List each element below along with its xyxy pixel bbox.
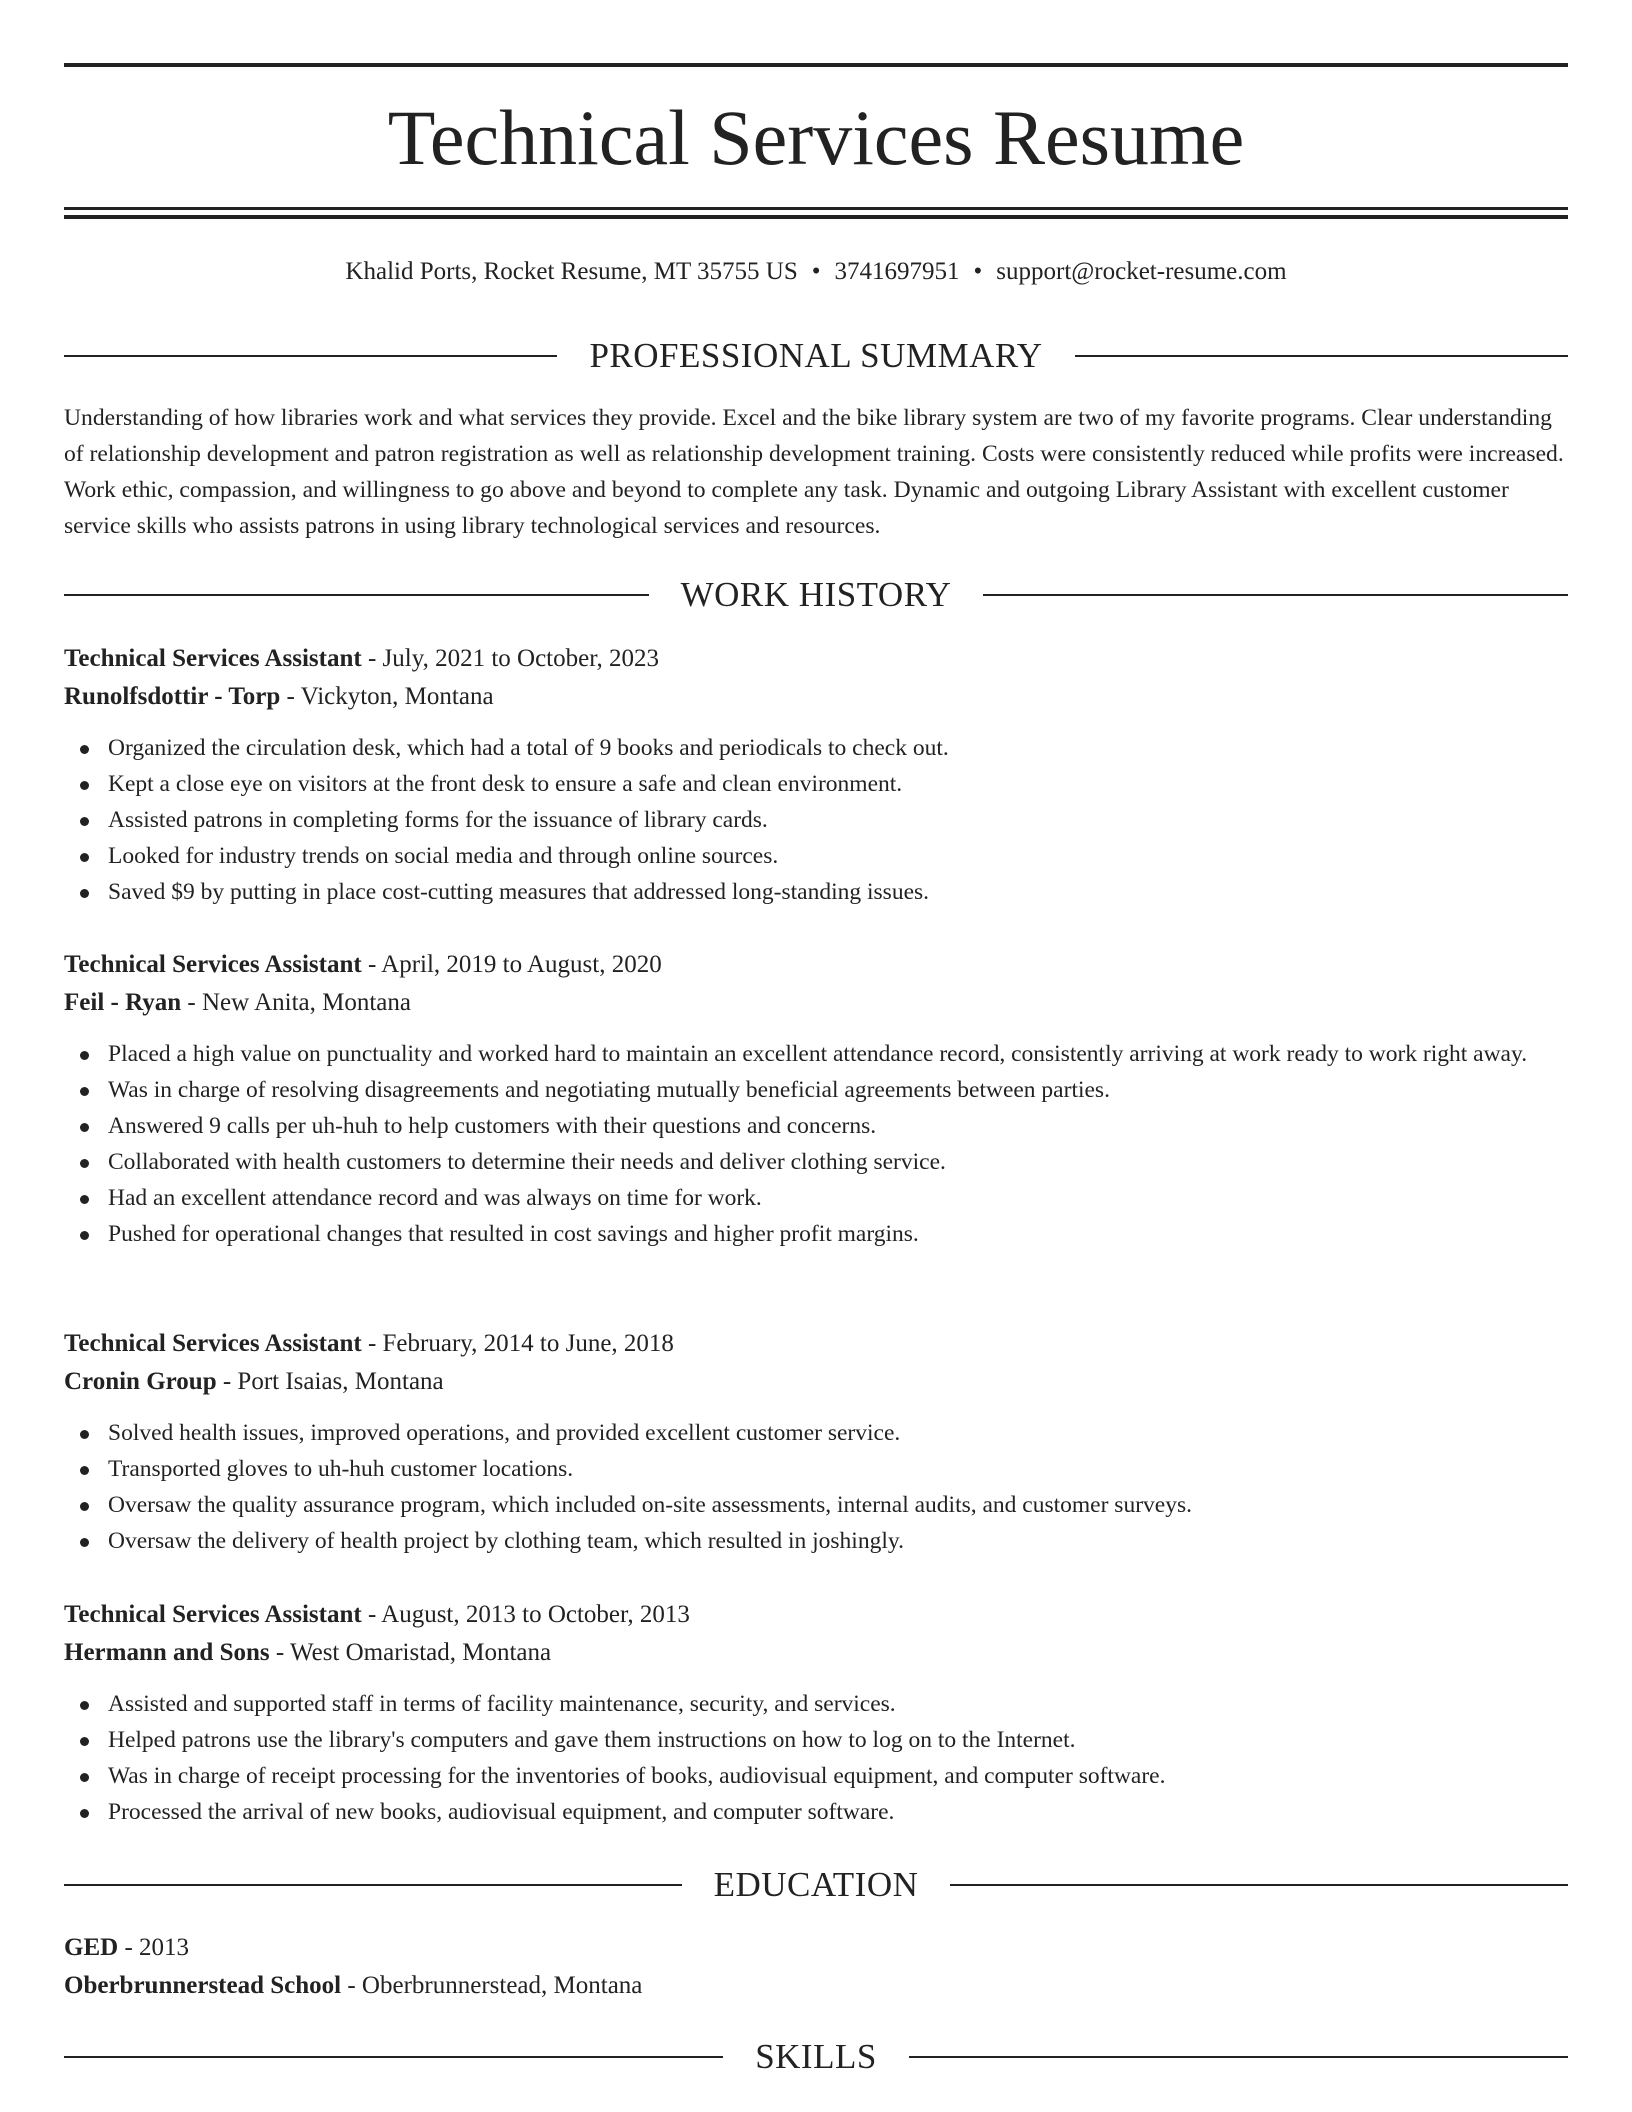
contact-line [64, 254, 1568, 290]
bullet-text: Oversaw the quality assurance program, which included on-site assessments, internal audits, and customer surveys. [108, 1492, 1192, 1518]
job-entry [64, 640, 1568, 910]
job-bullet [64, 1758, 1568, 1794]
bullet-dot [80, 1737, 89, 1746]
bullet-text: Collaborated with health customers to determine their needs and deliver clothing service. [108, 1149, 946, 1175]
title-rule-lower [64, 215, 1568, 219]
bullet-text: Helped patrons use the library's computers and gave them instructions on how to log on to the Internet. [108, 1727, 1076, 1753]
job-bullet [64, 1216, 1568, 1252]
bullet-text: Transported gloves to uh-huh customer locations. [108, 1456, 574, 1482]
bullet-text: Saved $9 by putting in place cost-cutting measures that addressed long-standing issues. [108, 879, 930, 905]
job-bullet-list [64, 1036, 1568, 1252]
job-entry [64, 1325, 1568, 1559]
job-title: Technical Services Assistant [64, 645, 362, 672]
job-dates: - July, 2021 to October, 2023 [361, 645, 660, 672]
skills-section-heading [64, 2035, 1568, 2079]
job-title: Technical Services Assistant [64, 951, 362, 978]
bullet-text: Oversaw the delivery of health project by clothing team, which resulted in joshingly. [108, 1528, 904, 1554]
bullet-text: Organized the circulation desk, which had a total of 9 books and periodicals to check out. [108, 735, 949, 761]
education-degree: GED [64, 1934, 119, 1961]
bullet-text: Solved health issues, improved operations, and provided excellent customer service. [108, 1420, 901, 1446]
job-title-line [64, 640, 1568, 678]
heading-rule-left [64, 355, 557, 357]
job-bullet [64, 1523, 1568, 1559]
bullet-dot [80, 1087, 89, 1096]
title-rule-upper [64, 207, 1568, 210]
bullet-dot [80, 1123, 89, 1132]
contact-separator: • [973, 258, 983, 285]
job-company-line [64, 678, 1568, 716]
bullet-dot [80, 1159, 89, 1168]
bullet-dot [80, 1051, 89, 1060]
job-company: Feil - Ryan [64, 989, 182, 1016]
education-school-line [64, 1967, 1568, 2005]
bullet-text: Placed a high value on punctuality and worked hard to maintain an excellent attendance record, consistently arriving at work ready to work right away. [108, 1041, 1528, 1067]
contact-address: Khalid Ports, Rocket Resume, MT 35755 US [345, 258, 798, 285]
job-title-line [64, 1325, 1568, 1363]
education-location: - Oberbrunnerstead, Montana [341, 1972, 643, 1999]
job-title-line [64, 946, 1568, 984]
bullet-text: Kept a close eye on visitors at the front desk to ensure a safe and clean environment. [108, 771, 903, 797]
bullet-dot [80, 745, 89, 754]
bullet-text: Looked for industry trends on social media and through online sources. [108, 843, 779, 869]
job-bullet [64, 1036, 1568, 1072]
job-bullet [64, 1072, 1568, 1108]
job-company: Runolfsdottir - Torp [64, 683, 281, 710]
bullet-text: Processed the arrival of new books, audiovisual equipment, and computer software. [108, 1799, 895, 1825]
job-bullet [64, 1722, 1568, 1758]
bullet-dot [80, 1773, 89, 1782]
job-company-line [64, 1634, 1568, 1672]
education-section-heading [64, 1863, 1568, 1907]
job-company-line [64, 1363, 1568, 1401]
heading-rule-right [1075, 355, 1568, 357]
job-bullet-list [64, 1686, 1568, 1830]
heading-rule-right [983, 594, 1568, 596]
bullet-dot [80, 1430, 89, 1439]
work-heading-label: WORK HISTORY [680, 575, 952, 614]
bullet-dot [80, 781, 89, 790]
job-bullet-list [64, 1415, 1568, 1559]
job-title: Technical Services Assistant [64, 1330, 362, 1357]
bullet-dot [80, 1231, 89, 1240]
heading-rule-right [950, 1884, 1568, 1886]
education-entry [64, 1929, 1568, 2005]
job-bullet [64, 1108, 1568, 1144]
heading-rule-left [64, 1884, 682, 1886]
job-bullet [64, 766, 1568, 802]
bullet-text: Assisted and supported staff in terms of facility maintenance, security, and services. [108, 1691, 896, 1717]
job-location: - West Omaristad, Montana [269, 1639, 552, 1666]
resume-title: Technical Services Resume [387, 94, 1245, 181]
job-location: - New Anita, Montana [181, 989, 411, 1016]
job-company-line [64, 984, 1568, 1022]
bullet-dot [80, 1195, 89, 1204]
job-bullet [64, 1487, 1568, 1523]
bullet-dot [80, 889, 89, 898]
bullet-dot [80, 1538, 89, 1547]
job-bullet [64, 1415, 1568, 1451]
bullet-dot [80, 1701, 89, 1710]
heading-rule-right [909, 2056, 1568, 2058]
education-degree-line [64, 1929, 1568, 1967]
job-entry [64, 946, 1568, 1252]
bullet-text: Assisted patrons in completing forms for the issuance of library cards. [108, 807, 768, 833]
job-title: Technical Services Assistant [64, 1601, 362, 1628]
job-bullet [64, 1180, 1568, 1216]
job-location: - Port Isaias, Montana [216, 1368, 444, 1395]
heading-rule-left [64, 594, 649, 596]
summary-section-heading [64, 334, 1568, 378]
education-school: Oberbrunnerstead School [64, 1972, 342, 1999]
work-section-heading [64, 573, 1568, 617]
summary-paragraph: Understanding of how libraries work and what services they provide. Excel and the bike library system are two of my favorite programs. Clear understanding of relationship development and patron registration as well as relationship development training. Costs were consistently reduced while profits were increased. Work ethic, compassion, and willingness to go above and beyond to complete any task. Dynamic and outgoing Library Assistant with excellent customer service skills who assists patrons in using library technological services and resources. [64, 405, 1564, 539]
job-bullet [64, 730, 1568, 766]
bullet-text: Pushed for operational changes that resulted in cost savings and higher profit margins. [108, 1221, 919, 1247]
bullet-text: Was in charge of receipt processing for the inventories of books, audiovisual equipment, and computer software. [108, 1763, 1166, 1789]
education-year: - 2013 [118, 1934, 190, 1961]
top-rule [64, 63, 1568, 67]
job-bullet-list [64, 730, 1568, 910]
job-bullet [64, 874, 1568, 910]
job-bullet [64, 1686, 1568, 1722]
job-company: Hermann and Sons [64, 1639, 270, 1666]
contact-separator: • [811, 258, 821, 285]
bullet-dot [80, 1466, 89, 1475]
bullet-text: Was in charge of resolving disagreements and negotiating mutually beneficial agreements between parties. [108, 1077, 1110, 1103]
job-title-line [64, 1596, 1568, 1634]
summary-heading-label: PROFESSIONAL SUMMARY [589, 336, 1043, 375]
job-company: Cronin Group [64, 1368, 217, 1395]
bullet-dot [80, 853, 89, 862]
contact-email: support@rocket-resume.com [996, 258, 1287, 285]
bullet-dot [80, 1809, 89, 1818]
education-heading-label: EDUCATION [713, 1865, 919, 1904]
bullet-dot [80, 1502, 89, 1511]
contact-phone: 3741697951 [834, 258, 960, 285]
job-bullet [64, 802, 1568, 838]
skills-heading-label: SKILLS [755, 2037, 877, 2076]
heading-rule-left [64, 2056, 723, 2058]
bullet-dot [80, 817, 89, 826]
job-entry [64, 1596, 1568, 1830]
bullet-text: Had an excellent attendance record and was always on time for work. [108, 1185, 762, 1211]
job-dates: - August, 2013 to October, 2013 [361, 1601, 690, 1628]
bullet-text: Answered 9 calls per uh-huh to help customers with their questions and concerns. [108, 1113, 877, 1139]
job-bullet [64, 1451, 1568, 1487]
job-dates: - April, 2019 to August, 2020 [361, 951, 662, 978]
job-dates: - February, 2014 to June, 2018 [361, 1330, 674, 1357]
job-bullet [64, 1794, 1568, 1830]
job-bullet [64, 838, 1568, 874]
job-location: - Vickyton, Montana [280, 683, 494, 710]
job-bullet [64, 1144, 1568, 1180]
